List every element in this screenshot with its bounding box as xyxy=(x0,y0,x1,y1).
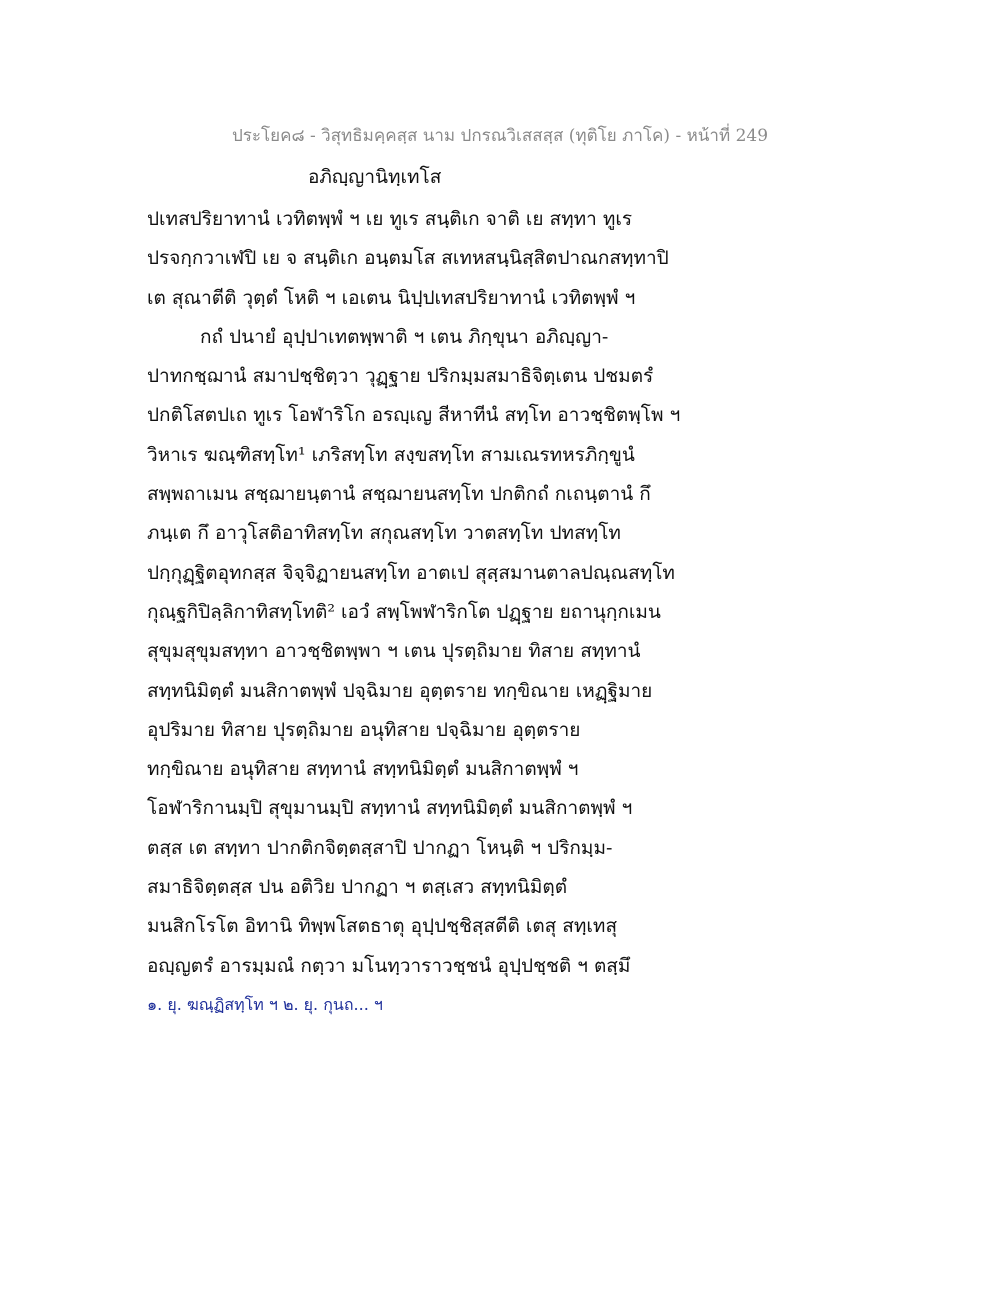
text-line: ปกฺกุฏฺฐิตอุทกสฺส จิจฺจิฏายนสทฺโท อาตเป สุสฺสมานตาลปณฺณสทฺโท xyxy=(147,561,675,584)
text-line: ปกติโสตปเถ ทูเร โอฬาริโก อรญฺเญ สีหาทีนํ สทฺโท อาวชฺชิตพฺโพ ฯ xyxy=(147,404,681,427)
text-line: มนสิกโรโต อิทานิ ทิพฺพโสตธาตุ อุปฺปชฺชิสฺสตีติ เตสุ สทฺเทสุ xyxy=(147,915,618,938)
text-line: เต สุณาตีติ วุตฺตํ โหติ ฯ เอเตน นิปฺปเทสปริยาทานํ เวทิตพฺพํ ฯ xyxy=(147,286,636,309)
text-line: ตสฺส เต สทฺทา ปากติกจิตฺตสฺสาปิ ปากฏา โหนฺติ ฯ ปริกมฺม- xyxy=(147,836,613,859)
paragraph-first-line: กถํ ปนายํ อุปฺปาเทตพฺพาติ ฯ เตน ภิกฺขุนา อภิญฺญา- xyxy=(200,325,609,348)
page-header: ประโยค๘ - วิสุทธิมคฺคสฺส นาม ปกรณวิเสสสฺส (ทุติโย ภาโค) - หน้าที่ 249 xyxy=(231,126,769,146)
text-line: ปเทสปริยาทานํ เวทิตพฺพํ ฯ เย ทูเร สนฺติเก จาติ เย สทฺทา ทูเร xyxy=(147,208,633,230)
text-line: สุขุมสุขุมสทฺทา อาวชฺชิตพฺพา ฯ เตน ปุรตฺถิมาย ทิสาย สทฺทานํ xyxy=(147,640,641,663)
text-line: ปาทกชฺฌานํ สมาปชฺชิตฺวา วุฏฺฐาย ปริกมฺมสมาธิจิตฺเตน ปชมตรํ xyxy=(147,365,654,388)
text-line: สพฺพถาเมน สชฺฌายนฺตานํ สชฺฌายนสทฺโท ปกติกถํ กเถนฺตานํ กึ xyxy=(147,483,651,506)
text-line: โอฬาริกานมฺปิ สุขุมานมฺปิ สทฺทานํ สทฺทนิมิตฺตํ มนสิกาตพฺพํ ฯ xyxy=(147,797,633,820)
text-line: กุณฺฐกิปิลฺลิกาทิสทฺโทติ² เอวํ สพฺโพฬาริกโต ปฏฺฐาย ยถานุกฺกเมน xyxy=(147,600,661,623)
text-line: อญฺญตรํ อารมฺมณํ กตฺวา มโนทฺวาราวชฺชนํ อุปฺปชฺชติ ฯ ตสฺมึ xyxy=(147,954,631,977)
body-text xyxy=(147,200,707,986)
text-line: ปรจกฺกวาเฬปิ เย จ สนฺติเก อนฺตมโส สเทหสนฺนิสฺสิตปาณกสทฺทาปิ xyxy=(147,247,669,270)
text-line: ภนฺเต กึ อาวุโสติอาทิสทฺโท สกุณสทฺโท วาตสทฺโท ปทสทฺโท xyxy=(147,522,621,545)
text-line: วิหาเร ฆณฺฑิสทฺโท¹ เภริสทฺโท สงฺขสทฺโท สามเณรทหรภิกฺขูนํ xyxy=(147,443,635,466)
text-line: สทฺทนิมิตฺตํ มนสิกาตพฺพํ ปจฺฉิมาย อุตฺตราย ทกฺขิณาย เหฏฺฐิมาย xyxy=(147,679,653,702)
text-line: ทกฺขิณาย อนุทิสาย สทฺทานํ สทฺทนิมิตฺตํ มนสิกาตพฺพํ ฯ xyxy=(147,758,579,781)
section-title: อภิญฺญานิทฺเทโส xyxy=(308,166,442,188)
text-line: สมาธิจิตฺตสฺส ปน อติวิย ปากฏา ฯ ตสฺเสว สทฺทนิมิตฺตํ xyxy=(147,876,568,899)
text-line: อุปริมาย ทิสาย ปุรตฺถิมาย อนุทิสาย ปจฺฉิมาย อุตฺตราย xyxy=(147,718,581,741)
footnote: ๑. ยุ. ฆณฺฏิสทฺโท ฯ ๒. ยุ. กุนถ... ฯ xyxy=(147,995,383,1014)
